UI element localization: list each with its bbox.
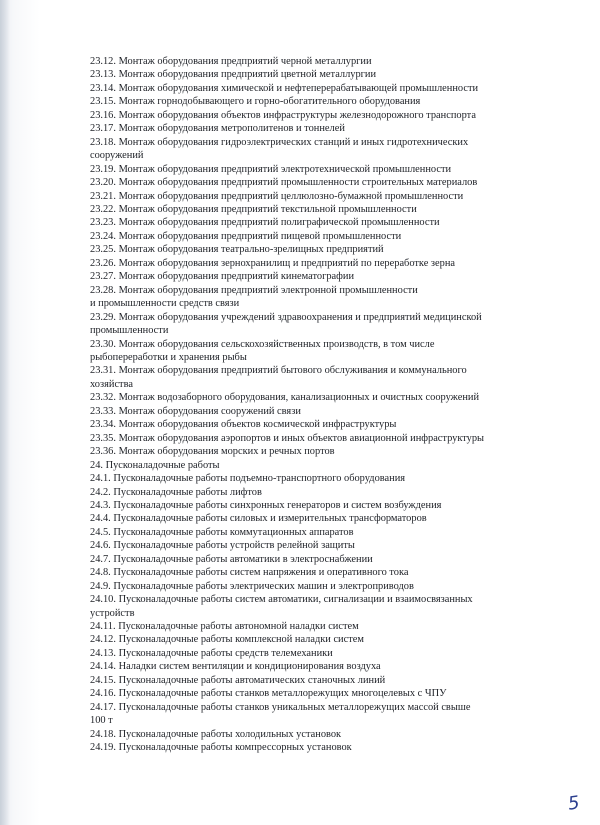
list-line: рыбопереработки и хранения рыбы (90, 351, 247, 363)
list-line: 23.24. Монтаж оборудования предприятий пищевой промышленности (90, 230, 402, 242)
list-line: 24.12. Пусконаладочные работы комплексной наладки систем (90, 634, 364, 646)
list-line: 24.16. Пусконаладочные работы станков металлорежущих многоцелевых с ЧПУ (90, 688, 447, 700)
list-line: 23.33. Монтаж оборудования сооружений связи (90, 405, 301, 417)
list-line: 24.14. Наладки систем вентиляции и кондиционирования воздуха (90, 661, 381, 673)
list-line: 24.15. Пусконаладочные работы автоматических станочных линий (90, 674, 386, 686)
list-line: 23.31. Монтаж оборудования предприятий бытового обслуживания и коммунального (90, 365, 467, 377)
list-line: 24. Пусконаладочные работы (90, 459, 220, 471)
list-line: 24.6. Пусконаладочные работы устройств релейной защиты (90, 540, 355, 552)
list-line: 23.36. Монтаж оборудования морских и речных портов (90, 446, 335, 458)
list-line: промышленности (90, 325, 169, 337)
list-line: 23.27. Монтаж оборудования предприятий кинематографии (90, 271, 355, 283)
list-line: хозяйства (90, 378, 133, 390)
list-line: 23.12. Монтаж оборудования предприятий черной металлургии (90, 56, 372, 67)
list-line: 23.13. Монтаж оборудования предприятий цветной металлургии (90, 69, 377, 81)
works-list (90, 55, 560, 755)
list-line: устройств (90, 607, 135, 619)
list-line: 24.4. Пусконаладочные работы силовых и измерительных трансформаторов (90, 513, 427, 525)
list-line: 24.10. Пусконаладочные работы систем автоматики, сигнализации и взаимосвязанных (90, 594, 473, 606)
list-line: 24.17. Пусконаладочные работы станков уникальных металлорежущих массой свыше (90, 701, 471, 713)
list-line: 23.15. Монтаж горнодобывающего и горно-обогатительного оборудования (90, 96, 421, 108)
list-line: 24.1. Пусконаладочные работы подъемно-транспортного оборудования (90, 473, 406, 485)
list-line: 23.22. Монтаж оборудования предприятий текстильной промышленности (90, 203, 417, 215)
list-line: 23.23. Монтаж оборудования предприятий полиграфической промышленности (90, 217, 440, 229)
list-line: 100 т (90, 715, 113, 727)
list-line: 23.14. Монтаж оборудования химической и нефтеперерабатывающей промышленности (90, 82, 479, 94)
list-line: 23.26. Монтаж оборудования зернохранилищ и предприятий по переработке зерна (90, 257, 456, 269)
list-line: 23.28. Монтаж оборудования предприятий электронной промышленности (90, 284, 418, 296)
list-line: 24.18. Пусконаладочные работы холодильных установок (90, 728, 342, 740)
list-line: 23.25. Монтаж оборудования театрально-зрелищных предприятий (90, 244, 384, 256)
list-line: 23.20. Монтаж оборудования предприятий промышленности строительных материалов (90, 177, 478, 189)
binding-edge-shadow (0, 0, 10, 825)
list-line: 23.34. Монтаж оборудования объектов космической инфраструктуры (90, 419, 397, 431)
list-line: 23.17. Монтаж оборудования метрополитенов и тоннелей (90, 123, 345, 135)
list-line: 23.16. Монтаж оборудования объектов инфраструктуры железнодорожного транспорта (90, 109, 476, 121)
list-line: 23.30. Монтаж оборудования сельскохозяйственных производств, в том числе (90, 338, 435, 350)
list-line: 24.11. Пусконаладочные работы автономной наладки систем (90, 621, 359, 633)
list-line: 23.18. Монтаж оборудования гидроэлектрических станций и иных гидротехнических (90, 136, 469, 148)
list-line: 24.2. Пусконаладочные работы лифтов (90, 486, 262, 498)
list-line: сооружений (90, 150, 144, 162)
list-line: 24.13. Пусконаладочные работы средств телемеханики (90, 647, 333, 659)
list-line: 23.29. Монтаж оборудования учреждений здравоохранения и предприятий медицинской (90, 311, 482, 323)
list-line: 23.32. Монтаж водозаборного оборудования, канализационных и очистных сооружений (90, 392, 480, 404)
list-line: 24.5. Пусконаладочные работы коммутационных аппаратов (90, 526, 354, 538)
list-line: 24.7. Пусконаладочные работы автоматики в электроснабжении (90, 553, 373, 565)
list-line: 23.35. Монтаж оборудования аэропортов и иных объектов авиационной инфраструктуры (90, 432, 485, 444)
list-line: 23.19. Монтаж оборудования предприятий электротехнической промышленности (90, 163, 452, 175)
list-line: 23.21. Монтаж оборудования предприятий целлюлозно-бумажной промышленности (90, 190, 464, 202)
list-line: 24.8. Пусконаладочные работы систем напряжения и оперативного тока (90, 567, 409, 579)
list-line: 24.19. Пусконаладочные работы компрессорных установок (90, 742, 352, 754)
page-number: 5 (566, 792, 581, 815)
list-line: 24.9. Пусконаладочные работы электрических машин и электроприводов (90, 580, 414, 592)
list-line: 24.3. Пусконаладочные работы синхронных генераторов и систем возбуждения (90, 499, 442, 511)
list-line: и промышленности средств связи (90, 298, 240, 310)
